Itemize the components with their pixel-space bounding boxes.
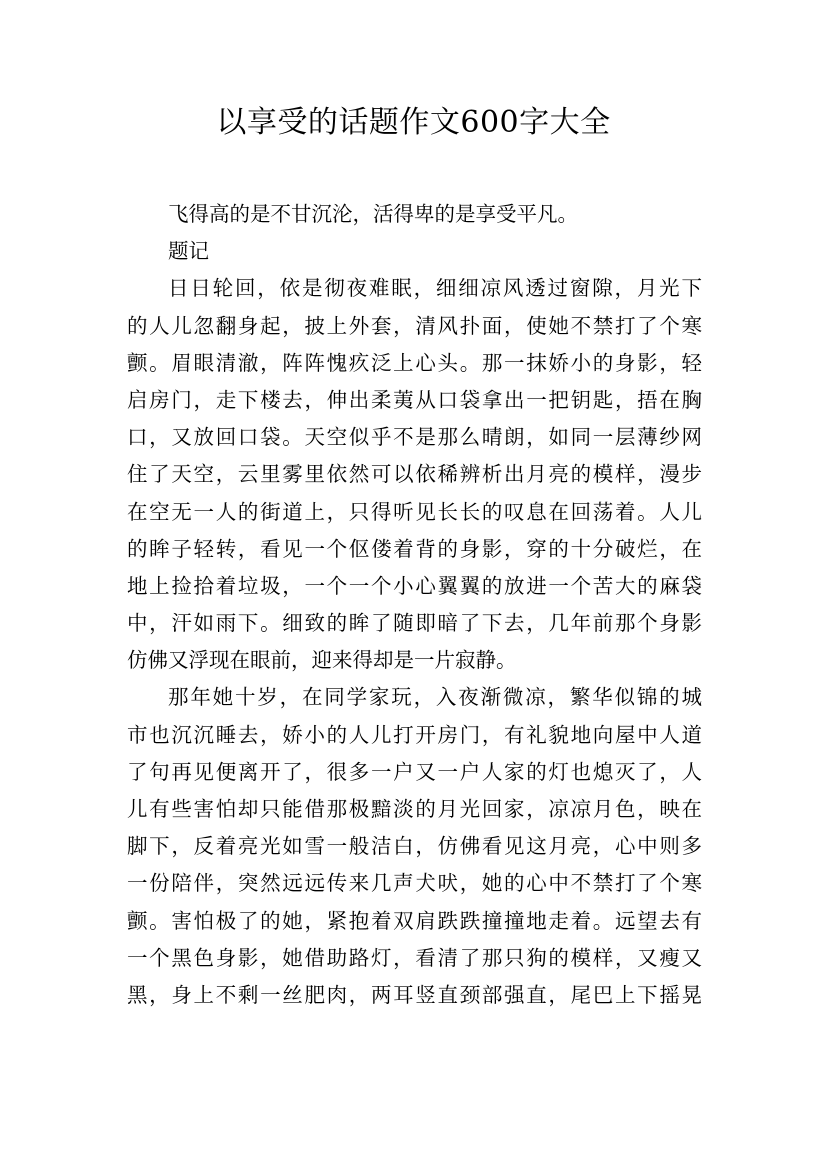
- paragraph-1-line: 的人儿忽翻身起，披上外套，清风扑面，使她不禁打了个寒: [127, 313, 702, 338]
- paragraph-1-line: 在空无一人的街道上，只得听见长长的叹息在回荡着。人儿: [127, 499, 702, 524]
- paragraph-1-line: 住了天空，云里雾里依然可以依稀辨析出月亮的模样，漫步: [127, 462, 702, 487]
- paragraph-2-line: 那年她十岁，在同学家玩，入夜渐微凉，繁华似锦的城: [168, 685, 702, 710]
- epigraph-line: 飞得高的是不甘沉沦，活得卑的是享受平凡。: [168, 202, 578, 226]
- paragraph-1-line: 日日轮回，依是彻夜难眠，细细凉风透过窗隙，月光下: [168, 276, 702, 301]
- paragraph-1-line: 启房门，走下楼去，伸出柔荑从口袋拿出一把钥匙，捂在胸: [127, 387, 702, 412]
- paragraph-2-line: 颤。害怕极了的她，紧抱着双肩跌跌撞撞地走着。远望去有: [127, 908, 702, 933]
- paragraph-1-line: 的眸子轻转，看见一个伛偻着背的身影，穿的十分破烂，在: [127, 536, 702, 561]
- document-title: 以享受的话题作文600字大全: [216, 105, 611, 140]
- paragraph-1-line: 地上捡拾着垃圾，一个一个小心翼翼的放进一个苦大的麻袋: [127, 573, 702, 598]
- paragraph-2-line: 市也沉沉睡去，娇小的人儿打开房门，有礼貌地向屋中人道: [127, 722, 702, 747]
- document-body: [127, 196, 702, 1014]
- epigraph-attribution: 题记: [168, 239, 209, 264]
- paragraph-2-line: 儿有些害怕却只能借那极黯淡的月光回家，凉凉月色，映在: [127, 797, 702, 821]
- paragraph-1-line: 中，汗如雨下。细致的眸了随即暗了下去，几年前那个身影: [127, 611, 702, 636]
- paragraph-1-line: 口，又放回口袋。天空似乎不是那么晴朗，如同一层薄纱网: [127, 425, 702, 450]
- paragraph-2-line: 一份陪伴，突然远远传来几声犬吠，她的心中不禁打了个寒: [127, 871, 702, 896]
- paragraph-2-line: 一个黑色身影，她借助路灯，看清了那只狗的模样，又瘦又: [127, 945, 702, 970]
- paragraph-2-line: 脚下，反着亮光如雪一般洁白，仿佛看见这月亮，心中则多: [127, 834, 702, 859]
- paragraph-1-line: 仿佛又浮现在眼前，迎来得却是一片寂静。: [127, 648, 517, 673]
- paragraph-2-line: 黑，身上不剩一丝肥肉，两耳竖直颈部强直，尾巴上下摇晃: [127, 982, 702, 1007]
- paragraph-1-line: 颤。眉眼清澈，阵阵愧疚泛上心头。那一抹娇小的身影，轻: [127, 350, 702, 375]
- paragraph-2-line: 了句再见便离开了，很多一户又一户人家的灯也熄灭了，人: [127, 759, 702, 784]
